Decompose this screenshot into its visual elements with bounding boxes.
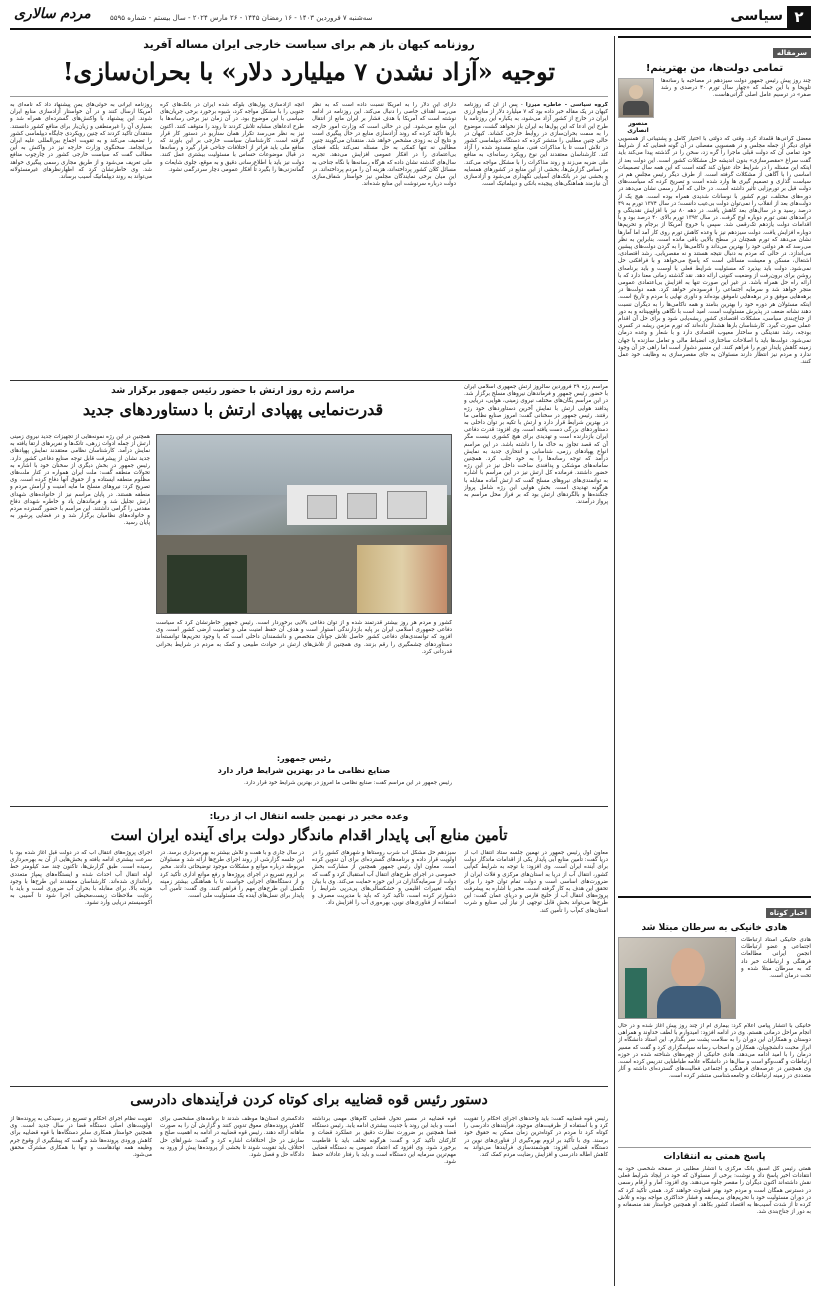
lead-kicker: روزنامه کیهان باز هم برای سیاست خارجی ایران مساله آفرید: [143, 38, 475, 51]
obit-tag: اخبار کوتاه: [766, 908, 811, 918]
water-col-1: معاون اول رئیس جمهور در نهمین جلسه ستاد انتقال آب از دریا گفت: تأمین منابع آبی پایدار یکی از اقدامات ماندگار دولت برای آینده ایران است. وی افزود: با توجه به شرایط کم‌آبی کشور، انتقال آب از دریا به استان‌های مرکزی و فلات ایران از ضرورت‌های اساسی است و دولت تمام توان خود را برای تحقق این هدف به کار گرفته است. مخبر با اشاره به پیشرفت پروژه‌های انتقال آب از خلیج فارس و دریای عمان گفت: این طرح‌ها می‌تواند بخش قابل توجهی از نیاز آبی صنایع و شرب استان‌های کم‌آب را تأمین کند.: [464, 850, 608, 914]
army-col-mid: همچنین در این رژه نمونه‌هایی از تجهیزات جدید نیروی زمینی ارتش از جمله ادوات زرهی، تانک‌ها و نفربرهای ارتقا یافته به نمایش درآمد. کارشناسان نظامی معتقدند نمایش پهپادهای جدید نشان از پیشرفت قابل توجه صنایع دفاعی کشور دارد. رئیس جمهور در بخش دیگری از سخنان خود با اشاره به تحولات منطقه گفت: ملت ایران همواره در کنار ملت‌های مظلوم منطقه ایستاده و از حقوق آنها دفاع کرده است. وی تصریح کرد: نیروهای مسلح ما مایه امنیت و آرامش مردم و منطقه هستند. در پایان مراسم نیز از خانواده‌های شهدای ارتش تجلیل شد و فرماندهان یاد و خاطره شهدای دفاع مقدس را گرامی داشتند. این مراسم با حضور گسترده مردم و خانواده‌های نظامیان برگزار شد و در فضایی پرشور به پایان رسید.: [10, 434, 150, 527]
army-parade-photo: [156, 434, 452, 614]
water-col-4: اجرای پروژه‌های انتقال آب که در دولت قبل آغاز شده بود با سرعت بیشتری ادامه یافته و بخش‌هایی از آن به بهره‌برداری رسیده است. طبق گزارش‌ها، تاکنون چند صد کیلومتر خط لوله انتقال آب احداث شده و ایستگاه‌های پمپاژ متعددی راه‌اندازی شده‌اند. کارشناسان معتقدند این طرح‌ها با وجود هزینه بالا، برای مقابله با بحران آب ضروری است و باید با رعایت ملاحظات زیست‌محیطی اجرا شود تا آسیبی به اکوسیستم دریایی وارد نشود.: [10, 850, 152, 907]
water-headline: تأمین منابع آبی پایدار اقدام ماندگار دولت برای آینده ایران است: [110, 826, 508, 844]
lead-col-4: روزنامه ایرانی به حوثی‌های یمن پیشنهاد داد که نامه‌ای به آمریکا ارسال کنند و در آن خواستار آزادسازی منابع ایران شوند. این پیشنهاد با واکنش‌های گسترده‌ای همراه شد و بسیاری آن را غیرمنطقی و زیان‌بار برای منافع کشور دانستند. منتقدان تأکید کردند که چنین رویکردی جایگاه دیپلماسی کشور را تضعیف می‌کند و به تقویت اجماع بین‌المللی علیه ایران می‌انجامد. سخنگوی وزارت خارجه نیز در واکنش به این مطالب گفت که سیاست خارجی کشور در چارچوب منافع ملی تعریف می‌شود و از طریق مجاری رسمی پیگیری خواهد شد. وی خاطرنشان کرد که اظهارنظرهای غیرمسئولانه می‌تواند به روند دیپلماتیک آسیب برساند.: [10, 102, 152, 181]
army-story: [10, 384, 608, 802]
lead-headline: توجیه «آزاد نشدن ۷ میلیارد دلار» با بحران‌سازی!: [62, 57, 556, 86]
sidebar: [618, 36, 811, 1286]
reply-body: همتی رئیس کل اسبق بانک مرکزی با انتشار مطلبی در صفحه شخصی خود به انتقادات اخیر پاسخ داد و نوشت: برخی از مسئولان که خود در ایجاد شرایط فعلی نقش داشته‌اند اکنون دیگران را مقصر جلوه می‌دهند. وی افزود: آمار و ارقام رسمی در دسترس همگان است و مردم خود بهتر قضاوت خواهند کرد. همتی تأکید کرد که در دوران مسئولیت خود با تحریم‌های بی‌سابقه و فشار حداکثری مواجه بوده و تلاش کرده تا از شدت آسیب‌ها به اقتصاد کشور بکاهد. او همچنین خواستار نقد منصفانه و به دور از جناح‌بندی شد.: [618, 1166, 811, 1216]
lead-col-1: گروه سیاسی - خاطره میرزا - پس از آن که روزنامه کیهان در یک مقاله خبر داده بود که ۷ میلیارد دلار از منابع ارزی ایران در خارج از کشور آزاد می‌شود، به یکباره این روزنامه با طرح این ادعا که این پول‌ها به ایران باز نخواهد گشت، موضوع را به سمت بحران‌سازی در روابط خارجی کشاند. کیهان در حالی چنین مطلبی را منتشر کرده که دستگاه دیپلماسی کشور در تلاش است تا با مذاکرات فنی، منابع مسدود شده را آزاد کند. کارشناسان معتقدند این نوع رویکرد رسانه‌ای، به منافع ملی ضربه می‌زند و روند مذاکرات را با مشکل مواجه می‌کند. بر اساس گزارش‌ها، بخشی از این منابع در کشورهای همسایه و بخشی نیز در بانک‌های آسیایی نگهداری می‌شود و آزادسازی آن نیازمند هماهنگی‌های پیچیده بانکی و دیپلماتیک است.: [464, 102, 608, 188]
army-col-tail: رئیس جمهور در این مراسم گفت: صنایع نظامی ما امروز در بهترین شرایط خود قرار دارد.: [244, 780, 452, 786]
lead-col-rule: [10, 96, 608, 97]
judiciary-headline: دستور رئیس قوه قضاییه برای کوتاه کردن فرآیندهای دادرسی: [130, 1092, 488, 1108]
page-number: ۲: [787, 6, 811, 28]
khaniki-photo: [618, 937, 736, 1019]
army-headline: قدرت‌نمایی پهپادی ارتش با دستاوردهای جدید: [82, 400, 384, 419]
reply-title: پاسخ همتی به انتقادات: [618, 1147, 811, 1162]
judiciary-story: [10, 1090, 608, 1286]
obit-title: هادی خانیکی به سرطان مبتلا شد: [641, 923, 788, 933]
newspaper-logo: مردم سالاری: [14, 6, 91, 22]
water-bottom-rule: [10, 1086, 608, 1087]
lead-col-2: دارای این دلار را به آمریکا نسبت داده است که به نظر می‌رسد اهداف خاصی را دنبال می‌کند. این روزنامه در ادامه نوشته است که آمریکا با هدف فشار بر ایران مانع از انتقال این منابع می‌شود. این در حالی است که وزارت امور خارجه بارها تأکید کرده که روند آزادسازی منابع در حال پیگیری است و نتایج آن به زودی مشخص خواهد شد. منتقدان می‌گویند چنین مطالبی نه تنها کمکی به حل مسئله نمی‌کند بلکه فضای بی‌اعتمادی را در افکار عمومی افزایش می‌دهد. تجربه سال‌های گذشته نشان داده که هرگاه رسانه‌ها با نگاه جناحی به مسائل کلان کشور پرداخته‌اند، هزینه آن را مردم پرداخته‌اند. در این میان برخی نمایندگان مجلس نیز خواستار شفاف‌سازی دولت درباره سرنوشت این منابع شده‌اند.: [312, 102, 456, 188]
army-bottom-rule: [10, 806, 608, 807]
editorial-title: تمامی دولت‌ها، من بهترینم!: [645, 63, 784, 74]
judiciary-col-2: قوه قضاییه در مسیر تحول قضایی گام‌های مهمی برداشته است و باید این روند با جدیت بیشتری ادامه یابد. رئیس دستگاه قضا همچنین بر ضرورت نظارت دقیق بر عملکرد قضات و کارکنان تأکید کرد و گفت: هرگونه تخلف باید با قاطعیت برخورد شود. وی افزود که اعتماد عمومی به دستگاه قضایی مهم‌ترین سرمایه این دستگاه است و باید با رفتار عادلانه حفظ شود.: [312, 1116, 456, 1166]
army-kicker: مراسم رژه روز ارتش با حضور رئیس جمهور برگزار شد: [111, 386, 355, 396]
army-subhead-2: صنایع نظامی ما در بهترین شرایط قرار دارد: [217, 766, 391, 775]
lead-story: [10, 36, 608, 376]
sidebar-divider: [614, 36, 615, 1286]
judiciary-col-4: تقویت نظام اجرای احکام و تسریع در رسیدگی به پرونده‌ها از اولویت‌های اصلی دستگاه قضا در سال جدید است. وی همچنین خواستار همکاری سایر دستگاه‌ها با قوه قضاییه برای کاهش ورودی پرونده‌ها شد و گفت که پیشگیری از وقوع جرم وظیفه همه نهادهاست و تنها با همکاری مشترک محقق می‌شود.: [10, 1116, 152, 1159]
lead-col-3: آنچه آزادسازی پول‌های بلوکه شده ایران در بانک‌های کره جنوبی را با مشکل مواجه کرد، شیوه برخورد برخی جریان‌های سیاسی با این موضوع بود. در آن زمان نیز برخی رسانه‌ها با طرح ادعاهای مشابه تلاش کردند تا روند را متوقف کنند. اکنون نیز به نظر می‌رسد تکرار همان سناریو در دستور کار قرار گرفته است. کارشناسان سیاست خارجی بر این باورند که منافع ملی باید فراتر از اختلافات جناحی قرار گیرد و رسانه‌ها در قبال موضوعات حساس با مسئولیت بیشتری عمل کنند. دولت نیز باید با اطلاع‌رسانی دقیق و به موقع، جلوی شایعات و گمانه‌زنی‌ها را بگیرد تا افکار عمومی دچار سردرگمی نشود.: [160, 102, 304, 173]
editorial-body: معضل گرانی‌ها قلمداد کرد. وقتی که دولتی با اختیار کامل و پشتیبانی از همسویی قوای دیگر از جمله مجلس و در همسویی مفصلی در آن گونه فضایی که از شرایط خود تمامی آن که دولت قبلی ماجرا را گره زد، سخن را در گذشته پیدا می‌کند باید گفت سراغ «مقصرسازی» بدون اندیشه حل مشکلات کشور است. این دولت بعد از اینکه این مسئله را در شرایط حاد عنوان کند گفته است که این همه سال تصمیمات اساسی را با آگاهی از مشکلات گرفته است. از طرف دیگر رئیس مجلس هم در سیاست گذاری و تصمیم گیری ها وارد شده است و تصریح کرده که سیاست‌های دولت قبل بر تورم‌زایی تأثیر داشته است. در حالی که آمار رسمی نشان می‌دهد در دوره‌های مختلف، تورم کشور با نوسانات شدیدی همراه بوده است. هیچ یک از دولت‌های بعد از انقلاب را نمی‌توان دولت بی‌عیب دانست؛ در سال ۱۳۷۴ تورم به ۴۹ درصد رسید و در سال‌های بعد کاهش یافت. در دهه ۸۰ نیز با افزایش نقدینگی و درآمدهای نفتی تورم دوباره اوج گرفت. در سال ۱۳۹۲ تورم بالای ۴۰ درصد بود و با اقدامات دولت یازدهم تک‌رقمی شد. سپس با خروج آمریکا از برجام و تحریم‌ها دوباره افزایش یافت. دولت سیزدهم نیز با وعده کاهش تورم روی کار آمد اما آمارها نشان می‌دهد که تورم همچنان در سطح بالایی باقی مانده است. بنابراین به نظر می‌رسد که هر دولتی خود را بهترین می‌داند و ناکامی‌ها را به گردن دولت‌های پیشین می‌اندازد. در حالی که مردم به دنبال نتیجه هستند و نه مقصریابی. رشد اقتصادی، اشتغال، مسکن و معیشت مسائلی است که پاسخ می‌خواهد و با فرافکنی حل نمی‌شود. دولت باید بپذیرد که مسئولیت شرایط فعلی با اوست و باید برنامه‌ای روشن برای برون‌رفت از وضعیت کنونی ارائه دهد. نقد گذشته زمانی معنا دارد که با ارائه راه حل همراه باشد. در غیر این صورت تنها به افزایش بی‌اعتمادی عمومی منجر خواهد شد و سرمایه اجتماعی را فرسوده‌تر خواهد کرد. همه دولت‌ها در برهه‌هایی موفق و در برهه‌هایی ناموفق بوده‌اند و داوری نهایی با مردم و تاریخ است. اینکه مسئولان هر دوره خود را بهترین بنامند و همه ناکامی‌ها را به دیگران نسبت دهند نشانه ضعف در پذیرش مسئولیت است. امید است با نگاهی واقع‌بینانه و به دور از جناح‌بندی سیاسی، مشکلات اقتصادی کشور ریشه‌یابی شود و برای حل آن اقدام عملی صورت گیرد. کارشناسان بارها هشدار داده‌اند که تورم مزمن ریشه در کسری بودجه، رشد نقدینگی و ساختار معیوب اقتصادی دارد و با شعار و وعده درمان نمی‌شود. دولت‌ها باید با اصلاحات ساختاری، انضباط مالی و تعامل سازنده با جهان زمینه کاهش پایدار تورم را فراهم کنند. این مسیر دشوار است اما راهی جز آن وجود ندارد و مردم نیز انتظار دارند مسئولان به جای مقصرسازی به وظایف خود عمل کنند.: [618, 136, 811, 366]
lead-byline: گروه سیاسی - خاطره میرزا: [525, 102, 608, 108]
army-col-under-photo: کشور و مردم هر روز بیشتر قدرتمند شده و از توان دفاعی بالایی برخوردار است. رئیس جمهور خاطرنشان کرد که سیاست دفاعی جمهوری اسلامی ایران بر پایه بازدارندگی استوار است و هدف آن حفظ امنیت ملی و تمامیت ارضی کشور است. وی افزود که توانمندی‌های دفاعی کشور حاصل تلاش جوانان متخصص و دانشمندان داخلی است که با وجود تحریم‌ها توانسته‌اند دستاوردهای چشمگیری را رقم بزنند. وی همچنین از تلاش‌های ارتش در حوادث طبیعی و کمک به مردم در شرایط بحرانی قدردانی کرد.: [156, 620, 452, 655]
editorial-tag: سرمقاله: [773, 48, 811, 58]
army-col-right: مراسم رژه ۲۹ فروردین سالروز ارتش جمهوری اسلامی ایران با حضور رئیس جمهور و فرماندهان نیروهای مسلح برگزار شد. در این مراسم یگان‌های مختلف نیروی زمینی، هوایی، دریایی و پدافند هوایی ارتش با نمایش آخرین دستاوردهای خود رژه رفتند. رئیس جمهور در سخنانی گفت: امروز صنایع نظامی ما در بهترین شرایط قرار دارد و ارتش با تکیه بر توان داخلی به دستاوردهای بزرگی دست یافته است. وی افزود: قدرت دفاعی ایران بازدارنده است و تهدیدی برای هیچ کشوری نیست مگر آن که قصد تجاوز به خاک ما را داشته باشد. در این مراسم انواع پهپادهای رزمی، شناسایی و انتحاری جدید به نمایش درآمد که توجه رسانه‌ها را به خود جلب کرد. همچنین سامانه‌های موشکی و پدافندی ساخت داخل نیز در این رژه حضور داشتند. فرمانده کل ارتش نیز در این مراسم با اشاره به توانمندی‌های نیروهای مسلح گفت که ارتش آماده مقابله با هرگونه تهدیدی است. بخش هوایی این رژه شامل پرواز جنگنده‌ها و بالگردهای ارتش بود که بر فراز محل مراسم به پرواز درآمدند.: [464, 384, 608, 506]
obit-body: خانیکی با انتشار پیامی اعلام کرد: بیماری ام از چند روز پیش آغاز شده و در حال انجام مراحل درمانی هستم. وی در ادامه افزود: امیدوارم با لطف خداوند و همراهی دوستان و همکاران این دوران را به سلامت پشت سر بگذارم. این استاد دانشگاه از ابراز محبت دانشجویان، همکاران و اصحاب رسانه سپاسگزاری کرد و گفت که مسیر درمان را با امید ادامه می‌دهد. هادی خانیکی از چهره‌های شناخته شده در حوزه ارتباطات و گفت‌وگو است و سال‌ها در دانشگاه علامه طباطبایی تدریس کرده است. وی همچنین در عرصه‌های فرهنگی و اجتماعی فعالیت‌های گسترده‌ای داشته و آثار متعددی در زمینه ارتباطات و جامعه‌شناسی منتشر کرده است.: [618, 1023, 811, 1080]
dateline: سه‌شنبه ۷ فروردین ۱۴۰۳ - ۱۶ رمضان ۱۴۴۵ - ۲۶ مارس ۲۰۲۴ - سال بیستم - شماره ۵۵۹۵: [110, 14, 373, 22]
army-subhead: رئیس جمهور:: [276, 754, 332, 763]
author-photo: [618, 78, 654, 118]
water-kicker: وعده مخبر در نهمین جلسه انتقال آب از دریا:: [209, 812, 409, 822]
section-name: سیاسی: [730, 8, 783, 24]
water-story: [10, 810, 608, 1082]
editorial-intro: چند روز پیش رئیس جمهور دولت سیزدهم در مصاحبه با رسانه‌ها تلویحا و با این جمله که «چهار سال تورم ۴۰ درصدی و رشد صفر» در ترسیم عامل اصلی گرانی‌هاست.: [661, 78, 811, 99]
author-name: منصور انصاری: [627, 120, 649, 134]
judiciary-col-1: رئیس قوه قضاییه گفت: باید واحدهای اجرای احکام را تقویت کرد و با استفاده از ظرفیت‌های موجود، فرآیندهای دادرسی را کوتاه کرد تا مردم در کوتاه‌ترین زمان ممکن به حقوق خود برسند. وی با تأکید بر لزوم بهره‌گیری از فناوری‌های نوین در دستگاه قضایی افزود: هوشمندسازی فرآیندها می‌تواند به کاهش اطاله دادرسی و افزایش رضایت مردم کمک کند.: [464, 1116, 608, 1159]
obit-intro: هادی خانیکی استاد ارتباطات اجتماعی و عضو ارتباطات انجمن ایرانی مطالعات فرهنگی و ارتباطات خبر داد که به سرطان مبتلا شده و تحت درمان است.: [741, 937, 811, 980]
water-col-2: سیزدهم حل مشکل آب شرب روستاها و شهرهای کشور را در اولویت قرار داده و برنامه‌های گسترده‌ای برای آن تدوین کرده است. معاون اول رئیس جمهور همچنین از مشارکت بخش خصوصی در اجرای طرح‌های انتقال آب استقبال کرد و گفت که دولت از سرمایه‌گذاران در این حوزه حمایت می‌کند. وی با بیان اینکه تغییرات اقلیمی و خشکسالی‌های پی‌درپی شرایط را دشوارتر کرده است، تأکید کرد که باید با مدیریت مصرف و استفاده از فناوری‌های نوین، بهره‌وری آب را افزایش داد.: [312, 850, 456, 907]
page-header: [10, 6, 811, 30]
water-col-3: در سال جاری و با همت و تلاش بیشتر به بهره‌برداری برسد. در این جلسه گزارشی از روند اجرای طرح‌ها ارائه شد و مسئولان مربوطه درباره موانع و مشکلات موجود توضیحاتی دادند. مخبر بر لزوم تسریع در اجرای پروژه‌ها و رفع موانع اداری تأکید کرد و از دستگاه‌های اجرایی خواست تا با هماهنگی بیشتر زمینه تکمیل این طرح‌های مهم را فراهم کنند. وی گفت: تأمین آب پایدار برای نسل‌های آینده یک مسئولیت ملی است.: [160, 850, 304, 900]
lead-bottom-rule: [10, 380, 608, 381]
judiciary-col-3: دادگستری استان‌ها موظف شدند تا برنامه‌های مشخصی برای کاهش پرونده‌های معوق تدوین کنند و گزارش آن را به صورت ماهانه ارائه دهند. رئیس قوه قضاییه در ادامه به اهمیت صلح و سازش در حل اختلافات اشاره کرد و گفت: شوراهای حل اختلاف باید تقویت شوند تا بخشی از پرونده‌ها پیش از ورود به دادگاه حل و فصل شود.: [160, 1116, 304, 1159]
